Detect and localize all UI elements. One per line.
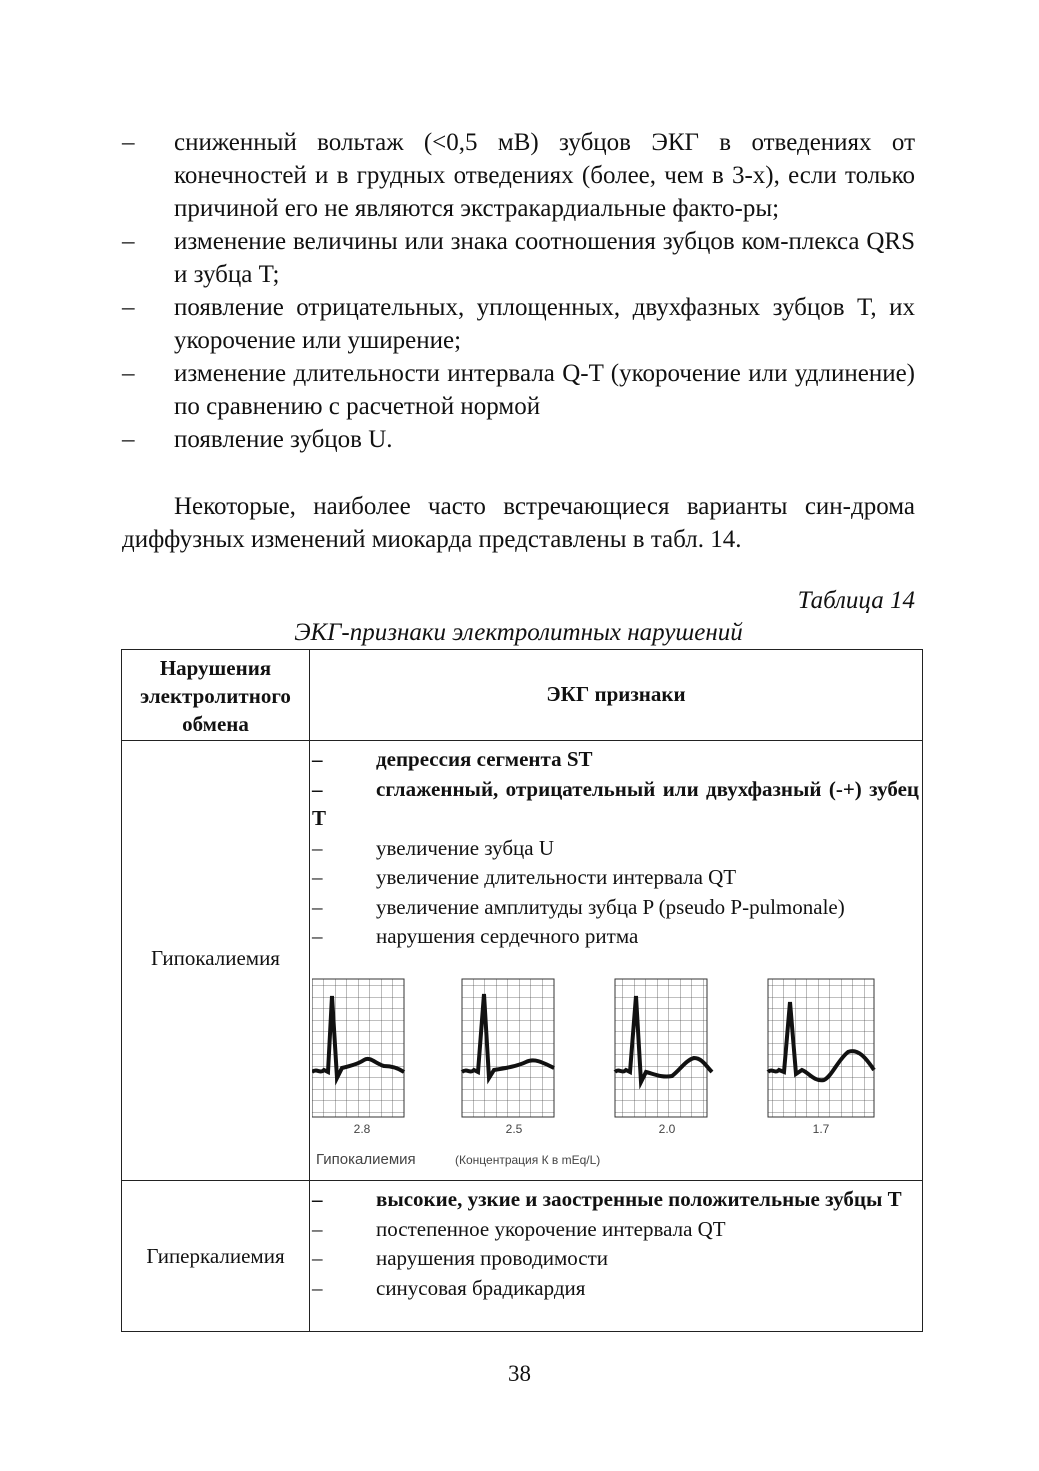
- bullet-item: [122, 126, 915, 225]
- header-line: Нарушения: [159, 656, 272, 680]
- dash-marker: –: [312, 865, 323, 889]
- bullet-text: сниженный вольтаж (<0,5 мВ) зубцов ЭКГ в отведениях от конечностей и в грудных отведениях (более, чем в 3-х), если только причиной его не являются экстракардиальные факто-ры;: [174, 129, 915, 222]
- sign-item: [312, 893, 919, 923]
- ecg-strip-3: [615, 979, 712, 1117]
- header-disorder: [122, 654, 309, 738]
- sign-text: увеличение зубца U: [376, 835, 554, 860]
- dash-marker: –: [312, 1216, 323, 1241]
- column-divider: [309, 650, 310, 1331]
- dash-marker: –: [312, 747, 323, 771]
- dash-marker: –: [122, 129, 135, 156]
- sign-item: [312, 1215, 919, 1245]
- dash-marker: –: [312, 894, 323, 919]
- sign-item: [312, 1185, 919, 1215]
- dash-marker: –: [312, 1187, 323, 1211]
- sign-item: [312, 834, 919, 864]
- bullet-item: [122, 423, 915, 456]
- signs-hyperkalemia: [312, 1185, 919, 1303]
- ecg-hypokalemia-figure: [312, 974, 912, 1174]
- header-line: электролитного: [140, 684, 291, 708]
- row-label-hypokalemia: Гипокалиемия: [151, 946, 280, 970]
- potassium-value-4: 1.7: [812, 1122, 830, 1136]
- sign-text: синусовая брадикардия: [376, 1275, 586, 1300]
- dash-marker: –: [312, 1246, 323, 1270]
- dash-marker: –: [312, 1275, 323, 1300]
- body-paragraph: Некоторые, наиболее часто встречающиеся варианты син-дрома диффузных изменений миокарда представлены в табл. 14.: [122, 493, 915, 553]
- row-label-hyperkalemia: Гиперкалиемия: [146, 1244, 285, 1268]
- figure-caption-sub: (Концентрация К в mEq/L): [455, 1153, 601, 1167]
- bullet-text: изменение величины или знака соотношения зубцов ком-плекса QRS и зубца T;: [174, 228, 915, 288]
- sign-text: депрессия сегмента ST: [376, 747, 593, 771]
- sign-item: [312, 1244, 919, 1274]
- header-signs: ЭКГ признаки: [546, 682, 686, 706]
- sign-text: сглаженный, отрицательный или двухфазный (-+) зубец T: [312, 776, 919, 830]
- signs-hypokalemia: [312, 745, 919, 952]
- dash-marker: –: [122, 294, 135, 321]
- sign-item: [312, 775, 919, 834]
- dash-marker: –: [312, 835, 323, 860]
- bullet-item: [122, 357, 915, 423]
- sign-text: увеличение длительности интервала QT: [376, 865, 737, 889]
- row-divider: [122, 1180, 922, 1181]
- potassium-value-2: 2.5: [505, 1122, 523, 1136]
- bullet-text: появление зубцов U.: [174, 426, 393, 453]
- potassium-value-1: 2.8: [353, 1122, 371, 1136]
- ecg-strip-4: [768, 979, 874, 1117]
- potassium-value-3: 2.0: [658, 1122, 676, 1136]
- sign-text: нарушения сердечного ритма: [376, 924, 639, 948]
- table-number: Таблица 14: [797, 587, 915, 614]
- ecg-table: [121, 649, 923, 1332]
- bullet-text: появление отрицательных, уплощенных, двухфазных зубцов T, их укорочение или уширение;: [174, 294, 915, 354]
- page-number: 38: [508, 1361, 531, 1386]
- ecg-strip-1: [312, 979, 404, 1117]
- bullet-text: изменение длительности интервала Q-T (укорочение или удлинение) по сравнению с расчетной нормой: [174, 360, 915, 420]
- dash-marker: –: [312, 776, 323, 801]
- sign-item: [312, 1274, 919, 1304]
- figure-caption-main: Гипокалиемия: [316, 1151, 416, 1168]
- dash-marker: –: [122, 228, 135, 255]
- dash-marker: –: [122, 360, 135, 387]
- table-title: ЭКГ-признаки электролитных нарушений: [294, 619, 743, 646]
- sign-text: постепенное укорочение интервала QT: [376, 1216, 726, 1241]
- header-line: обмена: [182, 712, 249, 736]
- dash-marker: –: [122, 426, 135, 453]
- sign-text: высокие, узкие и заостренные положительные зубцы T: [376, 1187, 902, 1211]
- sign-text: нарушения проводимости: [376, 1246, 609, 1270]
- sign-item: [312, 922, 919, 952]
- ecg-strip-2: [462, 979, 554, 1117]
- sign-item: [312, 863, 919, 893]
- sign-text: увеличение амплитуды зубца P (pseudo P-pulmonale): [376, 894, 845, 919]
- row-divider: [122, 740, 922, 741]
- bullet-item: [122, 225, 915, 291]
- dash-marker: –: [312, 924, 323, 948]
- bullet-item: [122, 291, 915, 357]
- bullet-list: [122, 126, 915, 456]
- sign-item: [312, 745, 919, 775]
